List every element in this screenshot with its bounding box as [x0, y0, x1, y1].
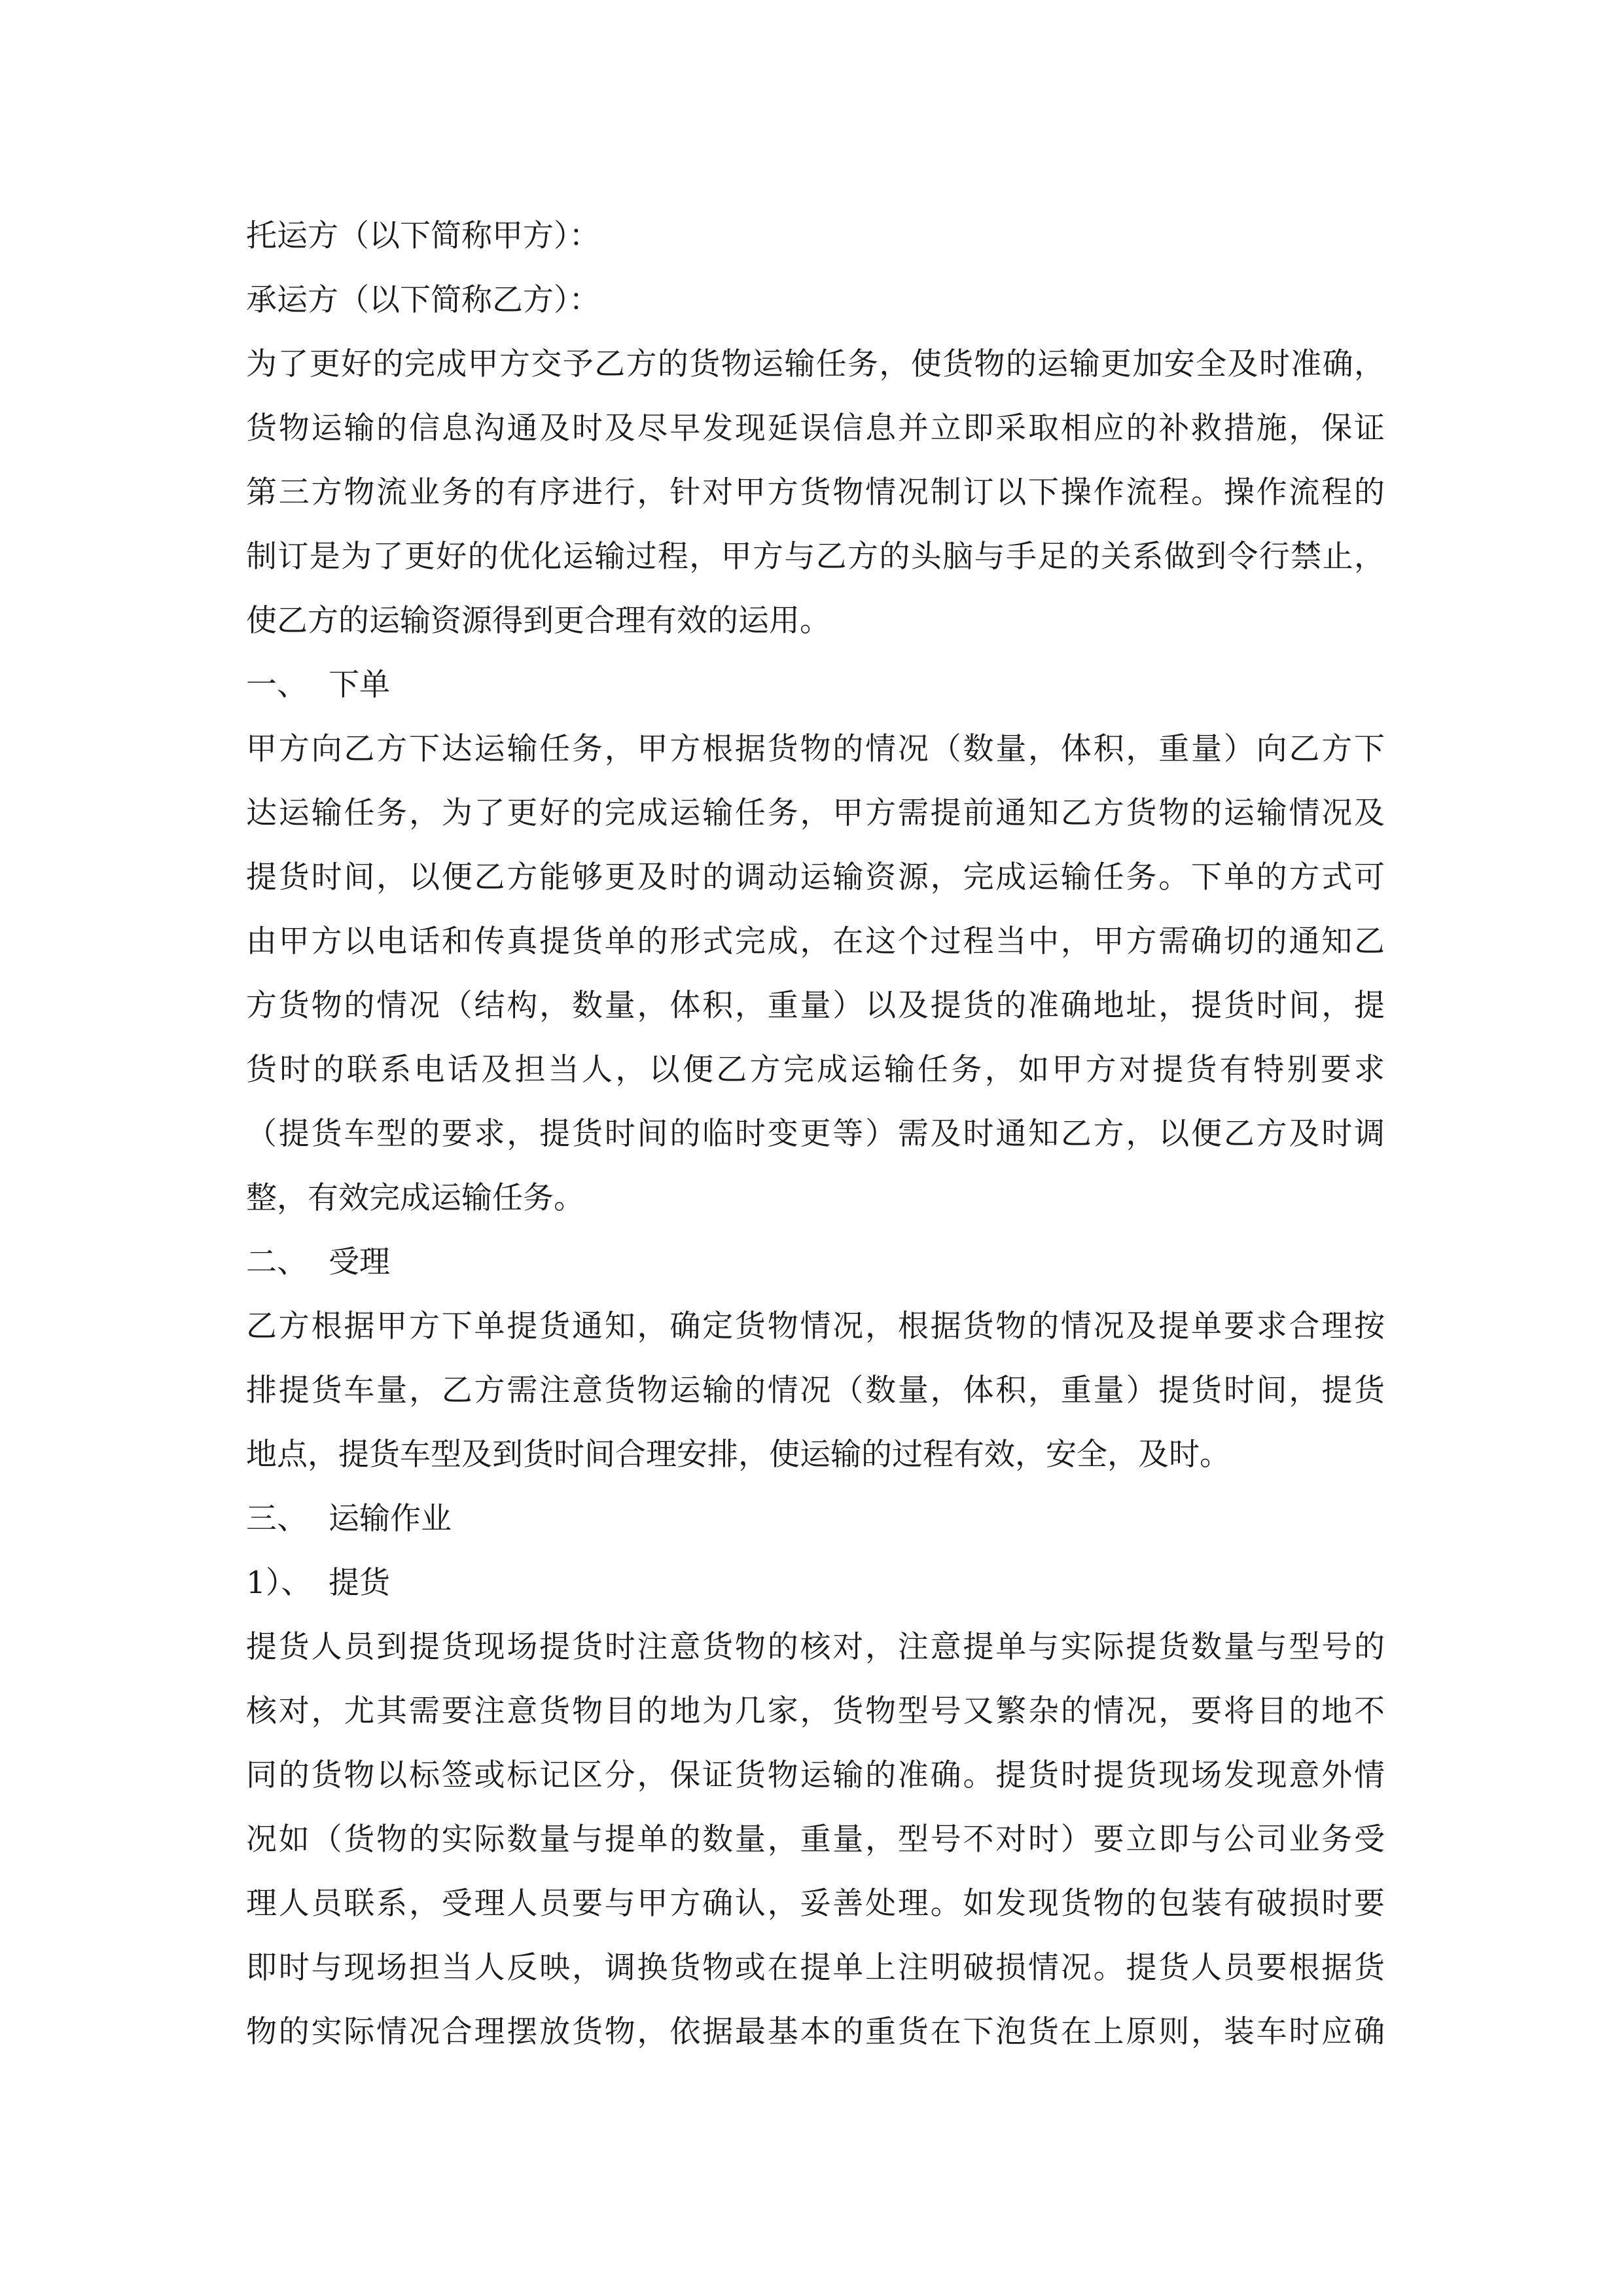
carrier-line: 承运方（以下简称乙方）： [246, 282, 600, 318]
paragraph-line: 乙方根据甲方下单提货通知，确定货物情况，根据货物的情况及提单要求合理按 [246, 1308, 1385, 1344]
section-number: 三、 [246, 1501, 308, 1537]
intro-line: 为了更好的完成甲方交予乙方的货物运输任务，使货物的运输更加安全及时准确， [246, 346, 1385, 382]
paragraph-line: （提货车型的要求，提货时间的临时变更等）需及时通知乙方，以便乙方及时调 [246, 1116, 1385, 1152]
paragraph-line: 核对，尤其需要注意货物目的地为几家，货物型号又繁杂的情况，要将目的地不 [246, 1693, 1385, 1729]
paragraph-line: 排提货车量，乙方需注意货物运输的情况（数量，体积，重量）提货时间，提货 [246, 1372, 1385, 1408]
paragraph-line: 即时与现场担当人反映，调换货物或在提单上注明破损情况。提货人员要根据货 [246, 1950, 1385, 1986]
subsection-pickup-paragraph [246, 1615, 1385, 2064]
paragraph-line: 同的货物以标签或标记区分，保证货物运输的准确。提货时提货现场发现意外情 [246, 1757, 1385, 1793]
paragraph-line: 由甲方以电话和传真提货单的形式完成，在这个过程当中，甲方需确切的通知乙 [246, 924, 1385, 960]
section-heading-order [246, 653, 1385, 717]
section-heading-transport [246, 1487, 1385, 1551]
intro-paragraph [246, 332, 1385, 653]
paragraph-line: 提货时间，以便乙方能够更及时的调动运输资源，完成运输任务。下单的方式可 [246, 859, 1385, 895]
section-number: 一、 [246, 667, 308, 703]
subsection-title: 提货 [329, 1565, 390, 1601]
paragraph-line: 物的实际情况合理摆放货物，依据最基本的重货在下泡货在上原则，装车时应确 [246, 2014, 1385, 2050]
paragraph-line: 货时的联系电话及担当人，以便乙方完成运输任务，如甲方对提货有特别要求 [246, 1052, 1385, 1088]
subsection-number: 1）、 [246, 1565, 312, 1601]
section-order-paragraph [246, 717, 1385, 1230]
paragraph-line: 况如（货物的实际数量与提单的数量，重量，型号不对时）要立即与公司业务受 [246, 1821, 1385, 1857]
subsection-heading-pickup [246, 1551, 1385, 1615]
paragraph-line: 地点，提货车型及到货时间合理安排，使运输的过程有效，安全，及时。 [246, 1437, 1230, 1473]
section-title: 受理 [329, 1244, 390, 1280]
intro-line: 使乙方的运输资源得到更合理有效的运用。 [246, 603, 830, 639]
paragraph-line: 理人员联系，受理人员要与甲方确认，妥善处理。如发现货物的包装有破损时要 [246, 1886, 1385, 1922]
section-title: 运输作业 [329, 1501, 452, 1537]
section-acceptance-paragraph [246, 1295, 1385, 1487]
paragraph-line: 方货物的情况（结构，数量，体积，重量）以及提货的准确地址，提货时间，提 [246, 988, 1385, 1024]
section-title: 下单 [329, 667, 390, 703]
paragraph-line: 提货人员到提货现场提货时注意货物的核对，注意提单与实际提货数量与型号的 [246, 1629, 1385, 1665]
paragraph-line: 甲方向乙方下达运输任务，甲方根据货物的情况（数量，体积，重量）向乙方下 [246, 731, 1385, 767]
section-number: 二、 [246, 1244, 308, 1280]
paragraph-line: 达运输任务，为了更好的完成运输任务，甲方需提前通知乙方货物的运输情况及 [246, 795, 1385, 831]
consignor-line: 托运方（以下简称甲方）： [246, 218, 600, 254]
section-heading-acceptance [246, 1230, 1385, 1295]
intro-line: 制订是为了更好的优化运输过程，甲方与乙方的头脑与手足的关系做到令行禁止， [246, 539, 1385, 575]
intro-line: 第三方物流业务的有序进行，针对甲方货物情况制订以下操作流程。操作流程的 [246, 475, 1385, 511]
document-page [246, 204, 1385, 2064]
intro-line: 货物运输的信息沟通及时及尽早发现延误信息并立即采取相应的补救措施，保证 [246, 410, 1385, 446]
paragraph-line: 整，有效完成运输任务。 [246, 1180, 584, 1216]
